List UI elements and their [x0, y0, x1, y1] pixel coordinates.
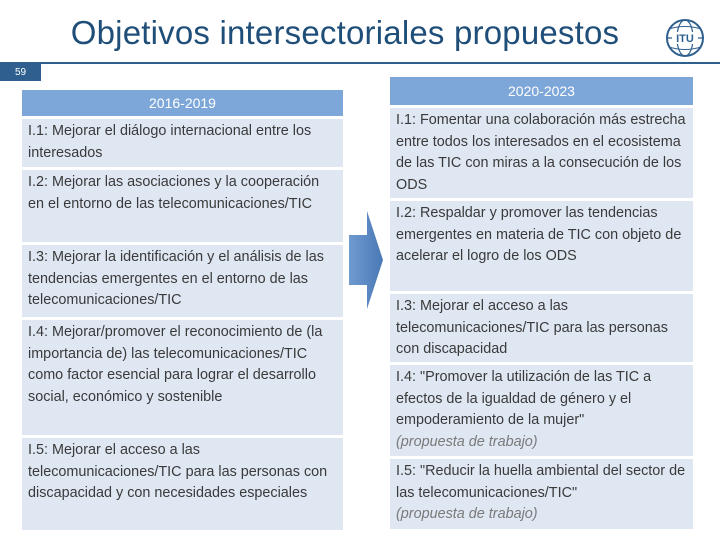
list-item — [390, 201, 693, 291]
logo-text: ITU — [676, 33, 694, 45]
list-item: I.2: Mejorar las asociaciones y la cooperación en el entorno de las telecomunicaciones/TIC — [22, 170, 343, 242]
header-divider — [0, 62, 720, 64]
slide-number-badge: 59 — [0, 64, 41, 81]
list-item — [390, 459, 693, 529]
objectives-2016-2019 — [22, 90, 343, 530]
right-arrow-icon — [345, 205, 385, 315]
column-heading-2016-2019: 2016-2019 — [22, 90, 343, 116]
page-title: Objetivos intersectoriales propuestos — [70, 14, 620, 51]
objective-text: I.2: Respaldar y promover las tendencias emergentes en materia de TIC con objeto de acelerar el logro de los ODS — [396, 205, 682, 264]
list-item: I.3: Mejorar la identificación y el análisis de las tendencias emergentes en el entorno de las telecomunicaciones/TIC — [22, 245, 343, 317]
list-item — [390, 108, 693, 198]
list-item: I.4: Mejorar/promover el reconocimiento de (la importancia de) las telecomunicaciones/TIC como factor esencial para lograr el desarrollo social, económico y sostenible — [22, 320, 343, 435]
objective-text: I.3: Mejorar el acceso a las telecomunicaciones/TIC para las personas con discapacidad — [396, 298, 668, 357]
list-item: I.1: Mejorar el diálogo internacional entre los interesados — [22, 119, 343, 167]
objective-text: I.4: "Promover la utilización de las TIC a efectos de la igualdad de género y el empoderamiento de la mujer" — [396, 369, 652, 428]
objective-text: I.5: "Reducir la huella ambiental del sector de las telecomunicaciones/TIC" — [396, 463, 686, 501]
list-item — [390, 365, 693, 456]
proposal-note: (propuesta de trabajo) — [396, 506, 538, 522]
list-item — [390, 294, 693, 362]
proposal-note: (propuesta de trabajo) — [396, 433, 538, 450]
objective-text: I.1: Fomentar una colaboración más estrecha entre todos los interesados en el ecosistema de las TIC con miras a la consecución de los ODS — [396, 112, 686, 193]
list-item: I.5: Mejorar el acceso a las telecomunicaciones/TIC para las personas con discapacidad y con necesidades especiales — [22, 438, 343, 530]
column-heading-2020-2023: 2020-2023 — [390, 77, 693, 105]
itu-globe-logo-icon — [663, 16, 707, 60]
objectives-2020-2023 — [390, 77, 693, 529]
